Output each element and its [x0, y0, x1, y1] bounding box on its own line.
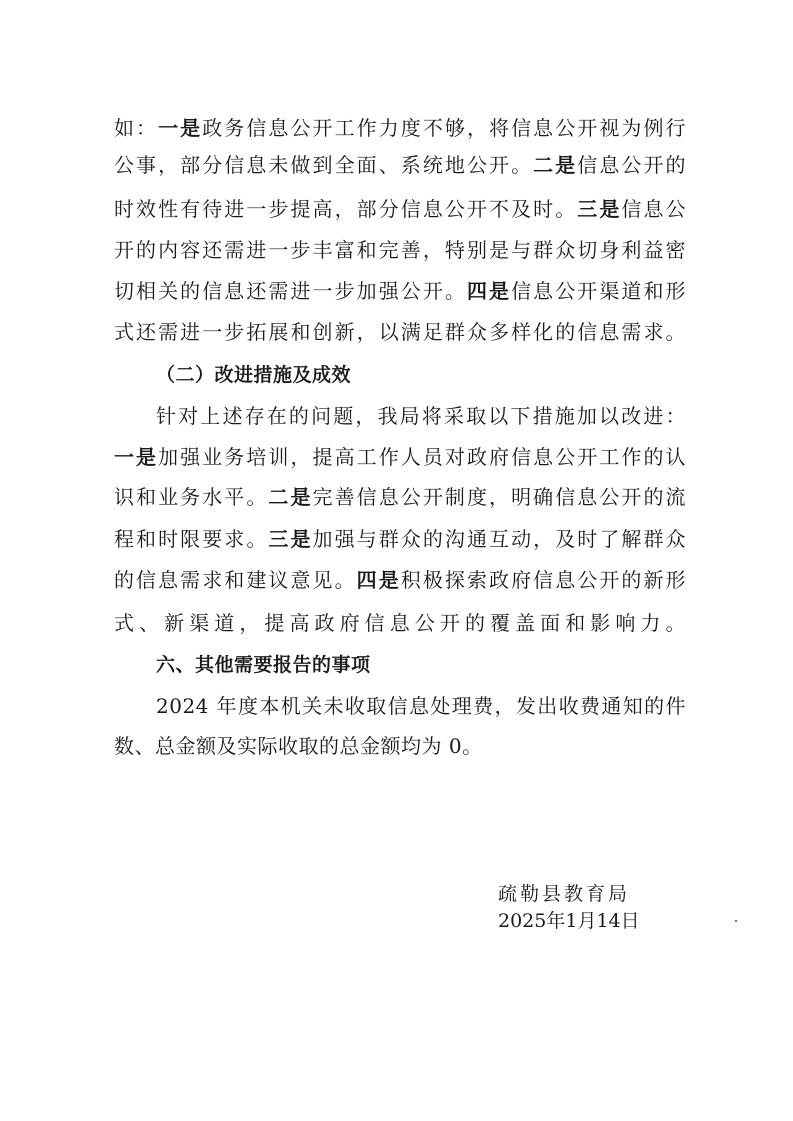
text-run: 程和时限要求。	[114, 527, 269, 551]
body-line: 开的内容还需进一步丰富和完善，特别是与群众切身利益密	[114, 238, 686, 262]
body-line: 式还需进一步拓展和创新，以满足群众多样化的信息需求。	[114, 320, 686, 344]
text-run: 加强与群众的沟通互动，及时了解群众	[312, 527, 686, 551]
body-line	[114, 437, 686, 477]
body-line: 式、新渠道，提高政府信息公开的覆盖面和影响力。	[114, 611, 686, 635]
text-run: 公事，部分信息未做到全面、系统地公开。	[114, 153, 534, 177]
body-line: 针对上述存在的问题，我局将采取以下措施加以改进：	[156, 404, 686, 428]
signature-org: 疏勒县教育局	[498, 883, 631, 905]
text-run: 积极探索政府信息公开的新形	[400, 568, 686, 592]
text-run: 完善信息公开制度，明确信息公开的流	[312, 485, 686, 509]
text-run: 信息公	[621, 197, 686, 221]
text-run: 如：	[114, 116, 159, 140]
body-line: 数、总金额及实际收取的总金额均为 0。	[114, 734, 483, 758]
body-line	[114, 271, 686, 311]
text-run: 时效性有待进一步提高，部分信息公开不及时。	[114, 197, 578, 221]
text-run: 政务信息公开工作力度不够，将信息公开视为例行	[202, 116, 686, 140]
emphasis-label: 二是	[533, 153, 578, 177]
text-run: 切相关的信息还需进一步加强公开。	[114, 279, 467, 303]
body-line: 2024 年度本机关未收取信息处理费，发出收费通知的件	[156, 694, 686, 718]
emphasis-label: 一是	[114, 445, 159, 469]
text-run: 信息公开渠道和形	[511, 279, 686, 303]
signature-date: 2025年1月14日	[498, 910, 640, 932]
subheading: （二）改进措施及成效	[156, 364, 352, 386]
emphasis-label: 四是	[466, 279, 512, 303]
text-run: 加强业务培训，提高工作人员对政府信息公开工作的认	[158, 445, 686, 469]
body-line	[114, 145, 686, 185]
emphasis-label: 一是	[158, 116, 203, 140]
text-run: 的信息需求和建议意见。	[114, 568, 357, 592]
body-line	[114, 477, 686, 517]
emphasis-label: 二是	[268, 485, 313, 509]
section-heading: 六、其他需要报告的事项	[156, 654, 371, 676]
text-run: 识和业务水平。	[114, 485, 269, 509]
body-line	[114, 108, 686, 148]
body-line	[114, 519, 686, 559]
emphasis-label: 四是	[356, 568, 401, 592]
body-line	[114, 560, 686, 600]
emphasis-label: 三是	[577, 197, 622, 221]
emphasis-label: 三是	[268, 527, 313, 551]
text-run: 信息公开的	[577, 153, 686, 177]
body-line	[114, 189, 686, 229]
red-mark	[735, 920, 737, 922]
